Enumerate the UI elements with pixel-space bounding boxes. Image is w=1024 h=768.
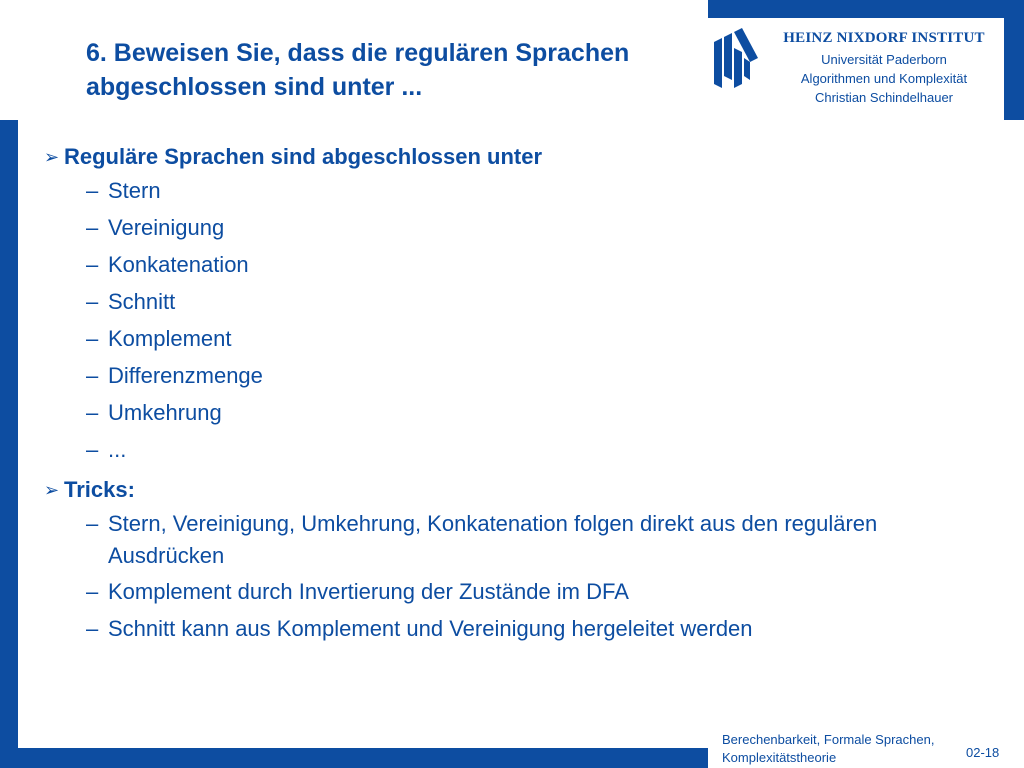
dash-marker: – — [86, 289, 99, 314]
bullet-tricks — [44, 471, 994, 508]
dash-marker: – — [86, 400, 99, 425]
dash-marker: – — [86, 363, 99, 388]
institute-author: Christian Schindelhauer — [814, 90, 954, 105]
sub-item — [44, 397, 994, 434]
sub-item-text: Komplement durch Invertierung der Zustände im DFA — [108, 579, 629, 604]
dash-marker: – — [86, 437, 99, 462]
sub-item — [44, 613, 994, 650]
sub-item — [44, 212, 994, 249]
bullet-closure-properties — [44, 138, 994, 175]
slide-title-line-1: 6. Beweisen Sie, dass die regulären Sprachen — [86, 39, 630, 67]
page-number: 02-18 — [966, 745, 1000, 760]
sub-item-text: Umkehrung — [108, 400, 222, 425]
sub-item — [44, 249, 994, 286]
dash-marker: – — [86, 579, 99, 604]
heinz-nixdorf-logo-icon — [714, 28, 758, 88]
sub-item-text: Stern, Vereinigung, Umkehrung, Konkatenation folgen direkt aus den regulären Ausdrücken — [108, 511, 878, 568]
sub-item — [44, 434, 994, 471]
footer-course-title — [722, 731, 992, 767]
frame-bar-right — [1004, 0, 1024, 120]
sub-item-text: Schnitt — [108, 289, 176, 314]
bullet-text: Reguläre Sprachen sind abgeschlossen unter — [64, 143, 543, 169]
sub-item — [44, 286, 994, 323]
frame-bar-top — [708, 0, 1024, 18]
dash-marker: – — [86, 178, 99, 203]
slide-title-line-2: abgeschlossen sind unter ... — [86, 73, 423, 101]
frame-bar-left — [0, 120, 18, 768]
sub-item — [44, 323, 994, 360]
footer-line-2: Komplexitätstheorie — [722, 750, 837, 765]
dash-marker: – — [86, 511, 99, 536]
slide-title — [86, 36, 706, 104]
sub-item — [44, 175, 994, 212]
sub-item — [44, 360, 994, 397]
sub-item-text: Komplement — [108, 326, 232, 351]
arrowhead-bullet-icon: ➢ — [44, 479, 60, 500]
sub-item-text: Vereinigung — [108, 215, 225, 240]
bullet-text: Tricks: — [64, 476, 135, 502]
arrowhead-bullet-icon: ➢ — [44, 146, 60, 167]
institute-group: Algorithmen und Komplexität — [800, 71, 968, 86]
sub-item-text: ... — [108, 437, 127, 462]
sub-item-text: Stern — [108, 178, 161, 203]
frame-bar-bottom — [0, 748, 708, 768]
slide-content — [44, 138, 994, 650]
sub-item — [44, 508, 994, 576]
institute-name: HEINZ NIXDORF INSTITUT — [783, 30, 985, 46]
dash-marker: – — [86, 616, 99, 641]
sub-item-text: Differenzmenge — [108, 363, 263, 388]
sub-item-text: Konkatenation — [108, 252, 249, 277]
footer-line-1: Berechenbarkeit, Formale Sprachen, — [722, 732, 935, 747]
sub-item — [44, 576, 994, 613]
dash-marker: – — [86, 252, 99, 277]
dash-marker: – — [86, 215, 99, 240]
institute-university: Universität Paderborn — [821, 52, 947, 67]
dash-marker: – — [86, 326, 99, 351]
sub-item-text: Schnitt kann aus Komplement und Vereinigung hergeleitet werden — [108, 616, 753, 641]
